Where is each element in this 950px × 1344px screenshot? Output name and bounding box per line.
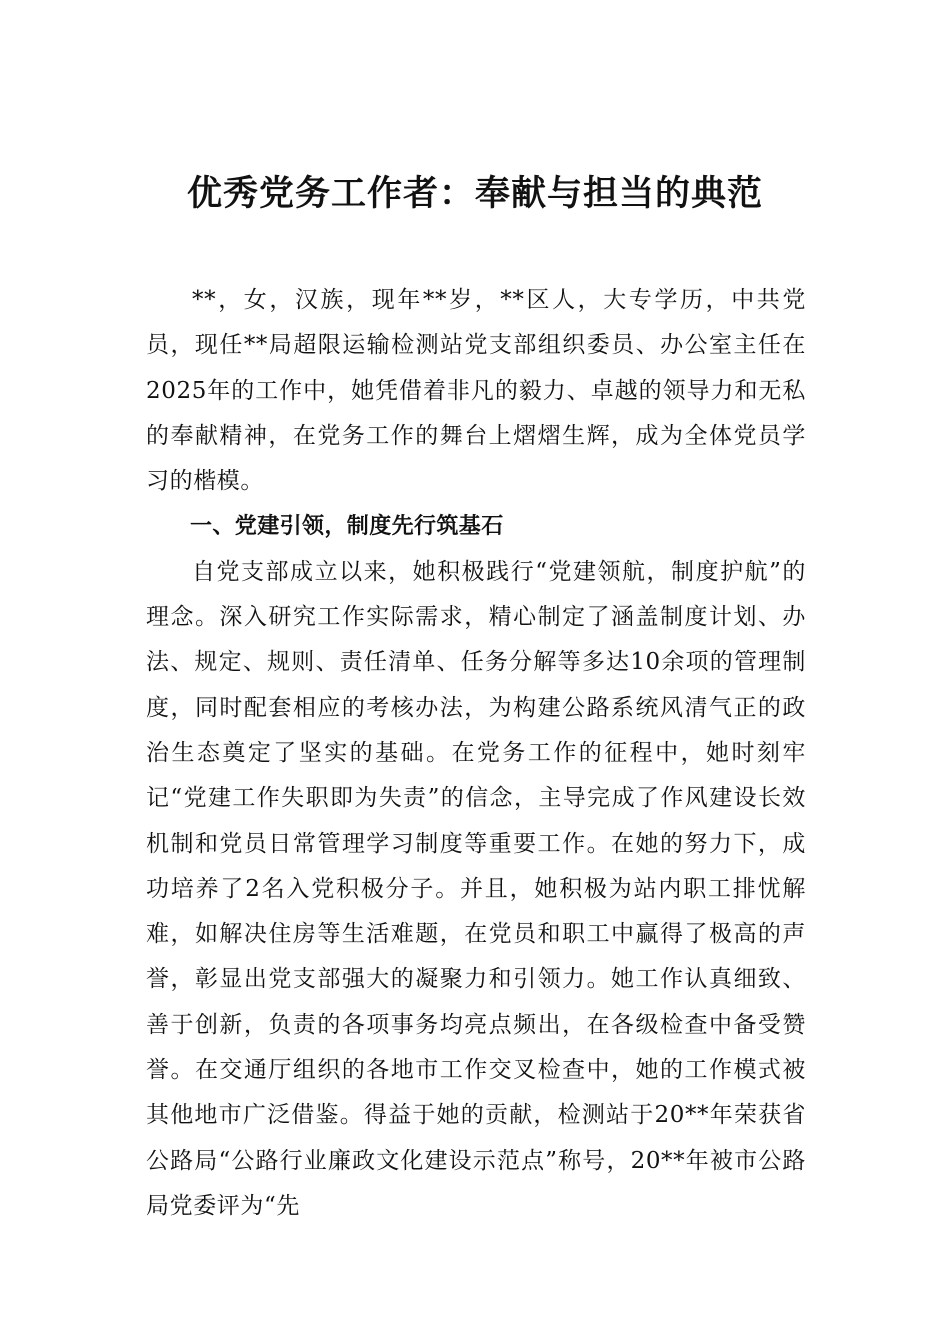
intro-paragraph: **，女，汉族，现年**岁，**区人，大专学历，中共党员，现任**局超限运输检测站党支部组织委员、办公室主任在2025年的工作中，她凭借着非凡的毅力、卓越的领导力和无私的奉献精神，在党务工作的舞台上熠熠生辉，成为全体党员学习的楷模。 bbox=[146, 287, 806, 495]
document-body bbox=[146, 278, 806, 1229]
document-title: 优秀党务工作者：奉献与担当的典范 bbox=[186, 173, 763, 214]
section-paragraph-1: 自党支部成立以来，她积极践行“党建领航，制度护航”的理念。深入研究工作实际需求，精心制定了涵盖制度计划、办法、规定、规则、责任清单、任务分解等多达10余项的管理制度，同时配套相应的考核办法，为构建公路系统风清气正的政治生态奠定了坚实的基础。在党务工作的征程中，她时刻牢记“党建工作失职即为失责”的信念，主导完成了作风建设长效机制和党员日常管理学习制度等重要工作。在她的努力下，成功培养了2名入党积极分子。并且，她积极为站内职工排忧解难，如解决住房等生活难题，在党员和职工中赢得了极高的声誉，彰显出党支部强大的凝聚力和引领力。她工作认真细致、善于创新，负责的各项事务均亮点频出，在各级检查中备受赞誉。在交通厅组织的各地市工作交叉检查中，她的工作模式被其他地市广泛借鉴。得益于她的贡献，检测站于20**年荣获省公路局“公路行业廉政文化建设示范点”称号，20**年被市公路局党委评为“先 bbox=[146, 558, 806, 1219]
section-heading-1: 一、党建引领，制度先行筑基石 bbox=[190, 514, 504, 540]
